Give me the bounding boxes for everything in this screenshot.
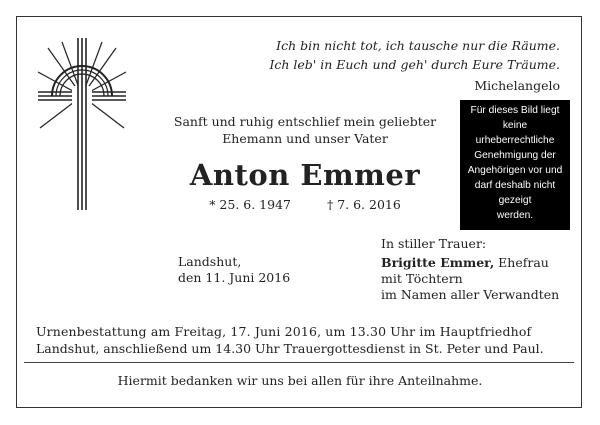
death-date: † 7. 6. 2016 xyxy=(326,197,401,212)
overlay-line: Angehörigen vor und xyxy=(467,165,563,176)
funeral-line-2: Landshut, anschließend um 14.30 Uhr Trauergottesdienst in St. Peter und Paul. xyxy=(36,341,544,356)
quote-line-2: Ich leb' in Euch und geh' durch Eure Träume. xyxy=(269,57,560,72)
overlay-line: keine xyxy=(502,120,528,131)
funeral-notice xyxy=(36,323,544,357)
mourners-main xyxy=(381,255,559,271)
quote-line-1: Ich bin nicht tot, ich tausche nur die Räume. xyxy=(276,38,560,53)
funeral-line-1: Urnenbestattung am Freitag, 17. Juni 2016, um 13.30 Uhr im Hauptfriedhof xyxy=(36,324,532,339)
mourners-line-2: mit Töchtern xyxy=(381,271,463,286)
mourners-heading: In stiller Trauer: xyxy=(381,236,487,251)
place-line-1: Landshut, xyxy=(178,254,242,269)
mourners-line-3: im Namen aller Verwandten xyxy=(381,287,560,302)
copyright-notice-overlay xyxy=(460,100,570,230)
overlay-line: darf deshalb nicht xyxy=(474,180,556,191)
life-dates xyxy=(160,197,450,212)
overlay-line: urheberrechtliche xyxy=(475,135,555,146)
mourners-block xyxy=(381,236,559,303)
overlay-line: Genehmigung der xyxy=(474,150,556,161)
intro-line-1: Sanft und ruhig entschlief mein geliebter xyxy=(173,114,437,129)
intro-line-2: Ehemann und unser Vater xyxy=(222,131,388,146)
place-line-2: den 11. Juni 2016 xyxy=(178,270,291,285)
birth-date: * 25. 6. 1947 xyxy=(209,197,291,212)
mourner-name: Brigitte Emmer, xyxy=(381,255,495,270)
overlay-line: werden. xyxy=(496,210,534,221)
thanks-text: Hiermit bedanken wir uns bei allen für ihre Anteilnahme. xyxy=(117,373,483,388)
cross-with-sunrays-icon xyxy=(34,38,130,210)
quote-author: Michelangelo xyxy=(474,78,560,93)
deceased-name: Anton Emmer xyxy=(189,158,421,192)
place-date xyxy=(178,254,290,286)
overlay-line: Für dieses Bild liegt xyxy=(470,105,560,116)
divider xyxy=(24,362,574,363)
intro-text xyxy=(160,113,450,147)
overlay-line: gezeigt xyxy=(498,195,532,206)
mourner-relation: Ehefrau xyxy=(494,255,549,270)
